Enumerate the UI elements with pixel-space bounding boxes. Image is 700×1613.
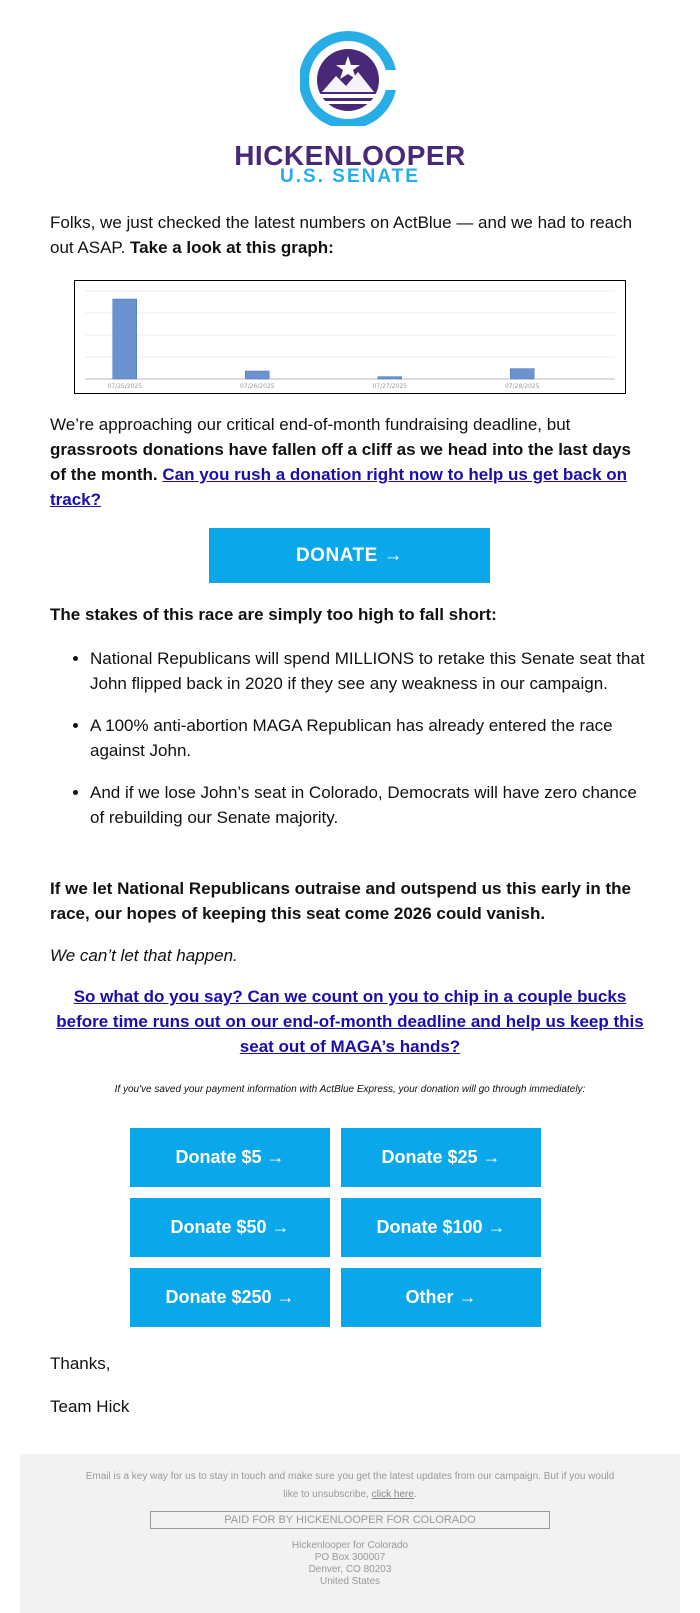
donate-50-button[interactable]: Donate $50 → bbox=[130, 1198, 330, 1257]
campaign-logo bbox=[0, 26, 700, 126]
chart-bar bbox=[113, 299, 137, 379]
address-line: United States bbox=[319, 1576, 381, 1587]
chart-bar bbox=[245, 371, 269, 379]
donate-button[interactable]: DONATE → bbox=[209, 528, 490, 583]
list-item: • A 100% anti-abortion MAGA Republican has already entered the race against John. bbox=[90, 713, 650, 763]
express-note: If you've saved your payment information with ActBlue Express, your donation will go through immediately: bbox=[114, 1084, 586, 1095]
chip-in-link[interactable]: So what do you say? Can we count on you to chip in a couple bucks before time runs out on our end-of-month deadline and help us keep this seat out of MAGA’s hands? bbox=[56, 987, 644, 1056]
list-item: • And if we lose John’s seat in Colorado, Democrats will have zero chance of rebuilding our Senate majority. bbox=[90, 780, 650, 830]
email-footer bbox=[20, 1454, 680, 1613]
chart-tick-label: 07/28/2025 bbox=[504, 383, 540, 390]
outraise-paragraph: If we let National Republicans outraise and outspend us this early in the race, our hopes of keeping this seat come 2026 could vanish. bbox=[50, 879, 631, 923]
intro-paragraph bbox=[50, 210, 650, 260]
deadline-text: We’re approaching our critical end-of-month fundraising deadline, but bbox=[50, 415, 571, 434]
deadline-bold: grassroots donations have fallen off a cliff as we head into the last days of the month. bbox=[50, 440, 631, 484]
intro-bold: Take a look at this graph: bbox=[130, 238, 334, 257]
stakes-list bbox=[50, 646, 650, 847]
logo-subtitle: U.S. SENATE bbox=[280, 166, 420, 187]
logo-emblem-icon bbox=[300, 26, 400, 126]
donate-100-button[interactable]: Donate $100 → bbox=[341, 1198, 541, 1257]
logo-title: HICKENLOOPER bbox=[234, 140, 466, 171]
donations-graph bbox=[74, 280, 626, 394]
chart-bar bbox=[378, 377, 402, 379]
list-item: • National Republicans will spend MILLIONS to retake this Senate seat that John flipped back in 2020 if they see any weakness in our campaign. bbox=[90, 646, 650, 696]
address-line: Hickenlooper for Colorado bbox=[291, 1540, 409, 1551]
unsubscribe-text bbox=[80, 1468, 620, 1504]
intro-text: Folks, we just checked the latest numbers on ActBlue — and we had to reach out ASAP. bbox=[50, 213, 633, 257]
footer-period: . bbox=[413, 1489, 417, 1500]
signoff-thanks: Thanks, bbox=[50, 1354, 111, 1373]
rush-donation-link[interactable]: Can you rush a donation right now to help us get back on track? bbox=[50, 465, 628, 509]
cant-let-happen: We can’t let that happen. bbox=[50, 946, 238, 965]
address-line: Denver, CO 80203 bbox=[308, 1564, 392, 1575]
chip-in-paragraph bbox=[50, 984, 650, 1059]
donate-5-button[interactable]: Donate $5 → bbox=[130, 1128, 330, 1187]
donate-other-button[interactable]: Other → bbox=[341, 1268, 541, 1327]
donate-250-button[interactable]: Donate $250 → bbox=[130, 1268, 330, 1327]
deadline-paragraph bbox=[50, 412, 650, 512]
chart-tick-label: 07/25/2025 bbox=[107, 383, 143, 390]
donations-chart bbox=[75, 281, 625, 393]
paid-for-by: PAID FOR BY HICKENLOOPER FOR COLORADO bbox=[150, 1511, 550, 1529]
stakes-heading: The stakes of this race are simply too high to fall short: bbox=[50, 605, 497, 624]
unsubscribe-link[interactable]: click here bbox=[371, 1489, 414, 1500]
chart-tick-label: 07/26/2025 bbox=[239, 383, 275, 390]
chart-bar bbox=[510, 369, 534, 379]
address-line: PO Box 300007 bbox=[314, 1552, 386, 1563]
donate-25-button[interactable]: Donate $25 → bbox=[341, 1128, 541, 1187]
chart-tick-label: 07/27/2025 bbox=[372, 383, 408, 390]
signoff-name: Team Hick bbox=[50, 1397, 130, 1416]
mailing-address bbox=[20, 1540, 680, 1588]
footer-text: Email is a key way for us to stay in touch and make sure you get the latest updates from our campaign. But if you would like to unsubscribe, bbox=[85, 1471, 615, 1500]
